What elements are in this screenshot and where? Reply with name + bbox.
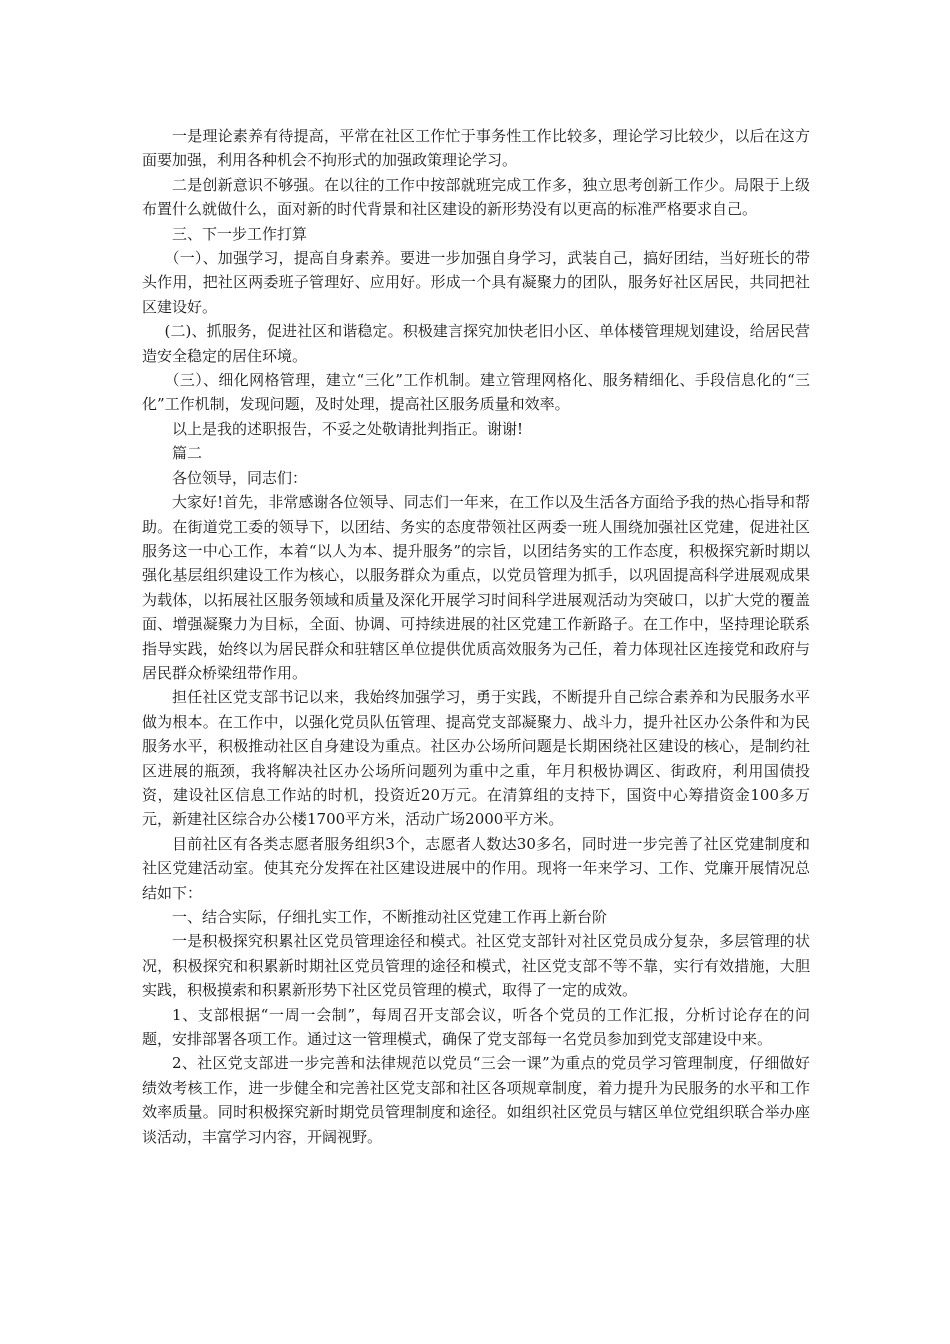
section-heading: 三、下一步工作打算	[172, 224, 308, 243]
paragraph: 1、支部根据“一周一会制”，每周召开支部会议，听各个党员的工作汇报，分析讨论存在的问题，安排部署各项工作。通过这一管理模式，确保了党支部每一名党员参加到党支部建设中来。	[142, 1005, 810, 1049]
salutation: 各位领导，同志们：	[172, 468, 308, 487]
document-page	[142, 124, 810, 1149]
paragraph: （三）、细化网格管理，建立“三化”工作机制。建立管理网格化、服务精细化、手段信息化的“三化”工作机制，发现问题，及时处理，提高社区服务质量和效率。	[142, 371, 810, 414]
paragraph: 一是积极探究积累社区党员管理途径和模式。社区党支部针对社区党员成分复杂，多层管理的状况，积极探究和积累新时期社区党员管理的途径和模式，社区党支部不等不靠，实行有效措施，大胆实践，积极摸索和积累新形势下社区党员管理的模式，取得了一定的成效。	[142, 932, 810, 1000]
paragraph: (二)、抓服务，促进社区和谐稳定。积极建言探究加快老旧小区、单体楼管理规划建设，给居民营造安全稳定的居住环境。	[142, 322, 810, 365]
paragraph: 二是创新意识不够强。在以往的工作中按部就班完成工作多，独立思考创新工作少。局限于上级布置什么就做什么，面对新的时代背景和社区建设的新形势没有以更高的标准严格要求自己。	[142, 175, 810, 219]
section-heading: 篇二	[172, 444, 203, 463]
paragraph: 大家好!首先，非常感谢各位领导、同志们一年来，在工作以及生活各方面给予我的热心指导和帮助。在街道党工委的领导下，以团结、务实的态度带领社区两委一班人围绕加强社区党建，促进社区服务这一中心工作，本着“以人为本、提升服务”的宗旨，以团结务实的工作态度，积极探究新时期以强化基层组织建设工作为核心，以服务群众为重点，以党员管理为抓手，以巩固提高科学进展观成果为载体，以拓展社区服务领域和质量及深化开展学习时间科学进展观活动为突破口，以扩大党的覆盖面、增强凝聚力为目标，全面、协调、可持续进展的社区党建工作新路子。在工作中，坚持理论联系指导实践，始终以为居民群众和驻辖区单位提供优质高效服务为己任，着力体现社区连接党和政府与居民群众桥梁纽带作用。	[142, 493, 810, 682]
paragraph: 2、社区党支部进一步完善和法律规范以党员“三会一课”为重点的党员学习管理制度，仔细做好绩效考核工作，进一步健全和完善社区党支部和社区各项规章制度，着力提升为民服务的水平和工作效率质量。同时积极探究新时期党员管理制度和途径。如组织社区党员与辖区单位党组织联合举办座谈活动，丰富学习内容，开阔视野。	[142, 1054, 810, 1146]
paragraph: （一）、加强学习，提高自身素养。要进一步加强自身学习，武装自己，搞好团结，当好班长的带头作用，把社区两委班子管理好、应用好。形成一个具有凝聚力的团队，服务好社区居民，共同把社区建设好。	[142, 249, 810, 316]
paragraph: 目前社区有各类志愿者服务组织3个，志愿者人数达30多名，同时进一步完善了社区党建制度和社区党建活动室。使其充分发挥在社区建设进展中的作用。现将一年来学习、工作、党廉开展情况总结如下：	[142, 834, 810, 902]
paragraph: 担任社区党支部书记以来，我始终加强学习，勇于实践，不断提升自己综合素养和为民服务水平做为根本。在工作中，以强化党员队伍管理、提高党支部凝聚力、战斗力，提升社区办公条件和为民服务水平，积极推动社区自身建设为重点。社区办公场所问题是长期困绕社区建设的核心，是制约社区进展的瓶颈，我将解决社区办公场所问题列为重中之重，年月积极协调区、街政府，利用国债投资，建设社区信息工作站的时机，投资近20万元。在清算组的支持下，国资中心筹措资金100多万元，新建社区综合办公楼1700平方米，活动广场2000平方米。	[142, 688, 810, 829]
paragraph: 一是理论素养有待提高，平常在社区工作忙于事务性工作比较多，理论学习比较少，以后在这方面要加强，利用各种机会不拘形式的加强政策理论学习。	[142, 127, 810, 170]
paragraph: 以上是我的述职报告，不妥之处敬请批判指正。谢谢!	[172, 419, 524, 438]
section-heading: 一、结合实际，仔细扎实工作，不断推动社区党建工作再上新台阶	[172, 908, 608, 926]
